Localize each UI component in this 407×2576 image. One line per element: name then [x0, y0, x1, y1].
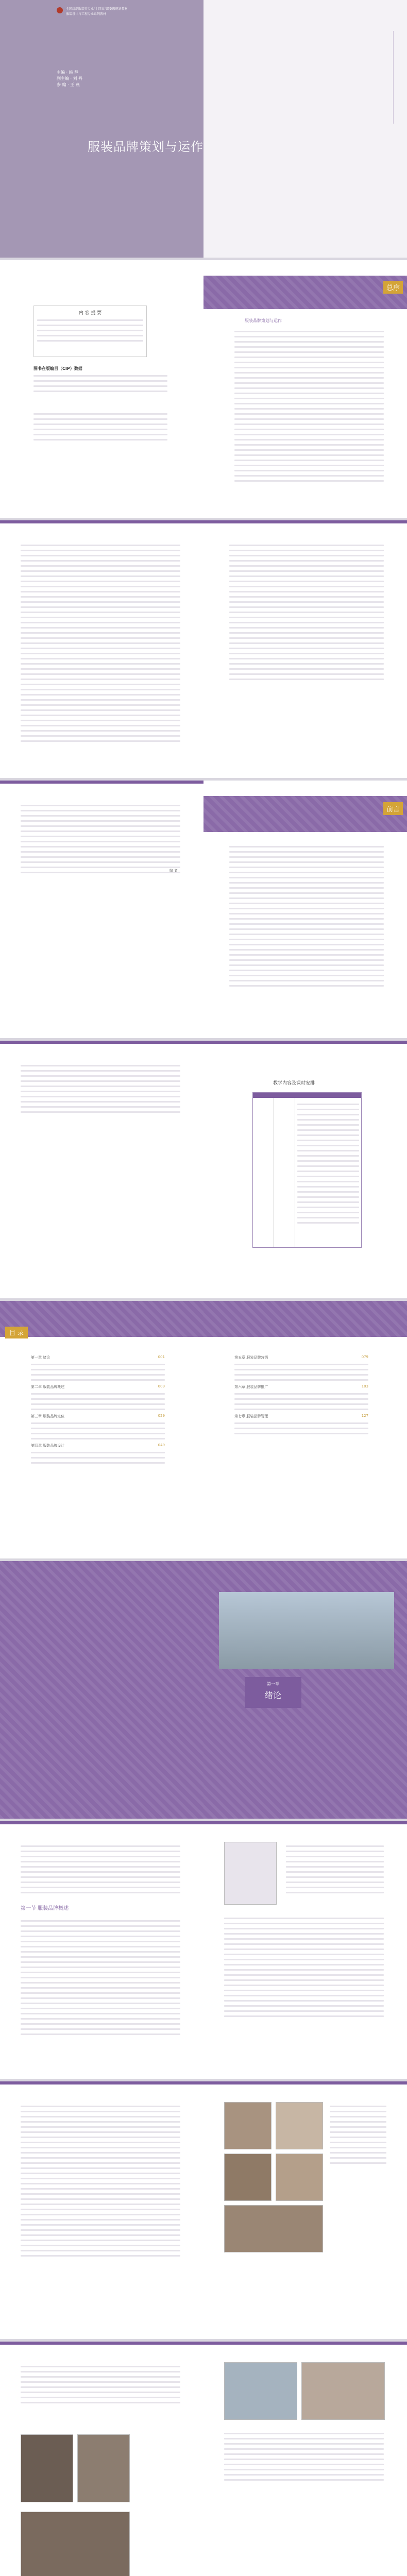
author-line: 副主编 · 刘 丹 [57, 76, 83, 81]
chapter-image-left [0, 2081, 204, 2339]
book-title: 服装品牌策划与运作 [88, 140, 204, 154]
preface-heading: 服装品牌策划与运作 [245, 318, 282, 323]
toc-label: 目 录 [5, 1327, 28, 1338]
chapter-image-right-2 [204, 2342, 407, 2576]
toc-entry[interactable]: 第三章 服装品牌定位 029 [31, 1414, 165, 1418]
section-heading: 第一节 服装品牌概述 [21, 1906, 69, 1911]
curriculum-heading: 教学内容及课时安排 [273, 1081, 315, 1086]
series-line-1: 全国纺织服装类专业"十四五"部委级规划教材 [66, 7, 128, 11]
chapter-text-right [204, 1821, 407, 2079]
chapter-text-left [0, 1821, 204, 2079]
foreword-page [204, 781, 407, 1038]
content-summary-title: 内 容 提 要 [78, 311, 102, 316]
series-line-2: 服装设计与工程专业系列教材 [66, 12, 107, 16]
curriculum-page [204, 1041, 407, 1298]
preface-page [204, 260, 407, 518]
chapter-image-right [204, 2081, 407, 2339]
chapter-opener-right [204, 1561, 407, 1819]
curriculum-table [252, 1092, 362, 1248]
toc-entry[interactable]: 第七章 服装品牌管理 127 [234, 1414, 368, 1418]
chapter-opener-left [0, 1561, 204, 1819]
preface-signature: 编 者 [169, 869, 178, 873]
cover-page [0, 0, 204, 258]
preface-end-page [0, 781, 204, 1038]
section-banner [204, 796, 407, 832]
chapter-title: 绪论 [264, 1690, 281, 1700]
runway-photo [224, 2205, 323, 2252]
toc-page [0, 1301, 204, 1558]
cip-title: 图书在版编目（CIP）数据 [33, 366, 82, 371]
runway-photo [276, 2154, 323, 2201]
chapter-image-left-2 [0, 2342, 204, 2576]
section-banner [204, 276, 407, 309]
runway-photo [224, 2154, 272, 2201]
toc-entry[interactable]: 第四章 服装品牌设计 049 [31, 1443, 165, 1448]
toc-entry[interactable]: 第五章 服装品牌营销 079 [234, 1355, 368, 1360]
foreword-end-page [0, 1041, 204, 1298]
decor-bar [393, 31, 401, 124]
toc-entry[interactable]: 第一章 绪论 001 [31, 1355, 165, 1360]
text-page [204, 520, 407, 778]
chapter-number: 第一章 [267, 1682, 279, 1686]
preface-label: 总序 [383, 281, 403, 294]
preface-continued-page [0, 520, 204, 778]
fashion-photo [224, 2362, 297, 2420]
toc-page-2 [204, 1301, 407, 1558]
foreword-label: 前言 [383, 802, 403, 815]
fashion-photo [77, 2434, 130, 2502]
chapter-photo [219, 1592, 394, 1669]
runway-photo [224, 2102, 272, 2149]
fashion-photo [21, 2434, 73, 2502]
fashion-sketch [224, 1842, 277, 1905]
author-line: 参 编 · 王 燕 [57, 82, 80, 87]
fashion-photo [301, 2362, 385, 2420]
logo-icon [57, 7, 63, 13]
toc-entry[interactable]: 第二章 服装品牌概述 009 [31, 1384, 165, 1389]
copyright-page [0, 260, 204, 518]
fashion-photo [21, 2512, 130, 2576]
runway-photo [276, 2102, 323, 2149]
author-line: 主编 · 韩 静 [57, 70, 79, 75]
title-page [204, 0, 407, 258]
toc-entry[interactable]: 第六章 服装品牌推广 103 [234, 1384, 368, 1389]
